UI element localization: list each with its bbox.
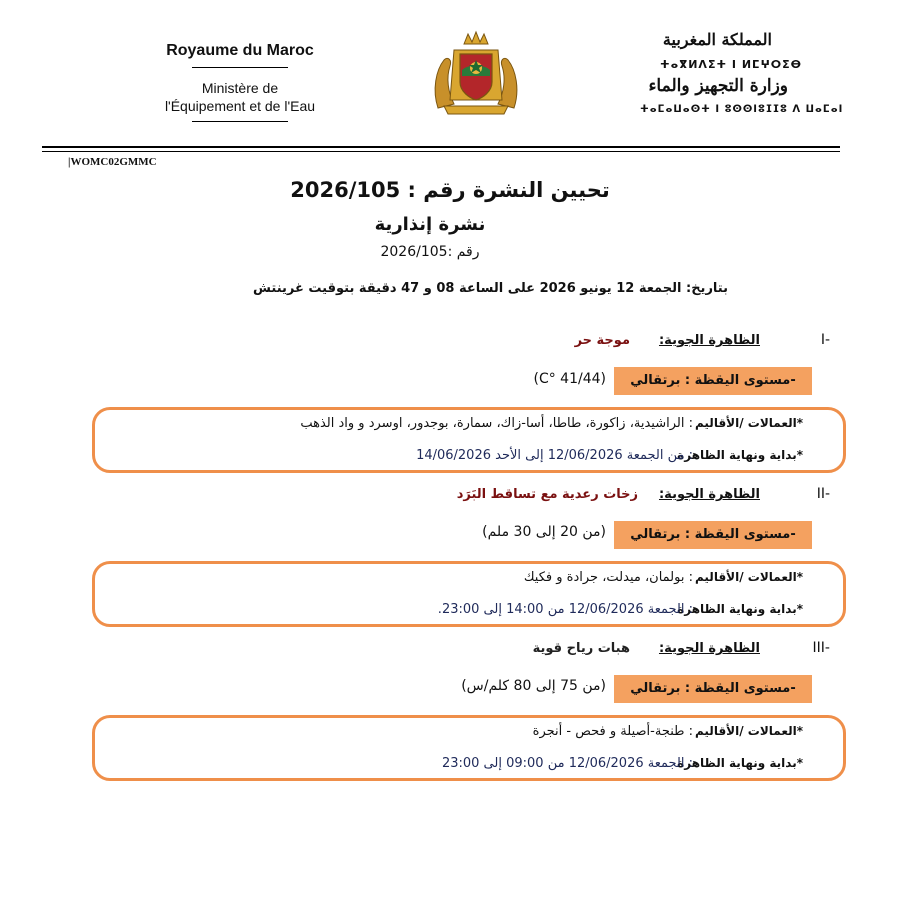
section-3-regions-label: *العمالات /الأقاليم bbox=[695, 724, 803, 738]
header-rule-thin bbox=[42, 151, 840, 152]
section-1-intensity: (41/44 °C) bbox=[533, 371, 606, 387]
section-1-numeral: I- bbox=[820, 332, 830, 348]
fr-divider-bottom bbox=[192, 121, 288, 122]
coat-of-arms-emblem bbox=[430, 30, 522, 118]
section-2-regions-label: *العمالات /الأقاليم bbox=[695, 570, 803, 584]
section-1-phenomenon: موجة حر bbox=[574, 333, 630, 348]
section-2-phenomenon: زخات رعدية مع تساقط البَرَد bbox=[456, 487, 638, 502]
section-2-numeral: II- bbox=[816, 486, 830, 502]
section-1-regions: : الراشيدية، زاكورة، طاطا، أسا-زاك، سمارة، بوجدور، اوسرد و واد الذهب bbox=[300, 416, 693, 431]
section-1-period: : من الجمعة 12/06/2026 إلى الأحد 14/06/2026 bbox=[416, 448, 693, 463]
section-1-alert-level: -مستوى اليقظة : برتقالي bbox=[614, 367, 812, 395]
document-code: |WOMC02GMMC bbox=[68, 156, 157, 168]
section-1-period-label: *بداية ونهاية الظاهرة bbox=[677, 448, 803, 462]
section-1-phenomenon-label: الظاهرة الجوية: bbox=[658, 333, 760, 348]
section-2-regions: : بولمان، ميدلت، جرادة و فكيك bbox=[523, 570, 693, 585]
section-2-details-box bbox=[92, 561, 846, 627]
section-3-alert-level: -مستوى اليقظة : برتقالي bbox=[614, 675, 812, 703]
section-3-period-label: *بداية ونهاية الظاهرة bbox=[677, 756, 803, 770]
tifinagh-kingdom-title: ⵜⴰⴳⵍⴷⵉⵜ ⵏ ⵍⵎⵖⵔⵉⴱ bbox=[660, 58, 803, 71]
section-3-intensity: (من 75 إلى 80 كلم/س) bbox=[461, 678, 606, 694]
fr-divider bbox=[192, 67, 288, 68]
section-3-phenomenon-label: الظاهرة الجوية: bbox=[658, 641, 760, 656]
section-3-regions: : طنجة-أصيلة و فحص - أنجرة bbox=[532, 724, 693, 739]
section-2-phenomenon-label: الظاهرة الجوية: bbox=[658, 487, 760, 502]
section-2-period-label: *بداية ونهاية الظاهرة bbox=[677, 602, 803, 616]
fr-ministry-line-1: Ministère de bbox=[201, 80, 279, 96]
alert-bulletin-title: نشرة إنذارية bbox=[374, 214, 486, 235]
section-2-period: : الجمعة 12/06/2026 من 14:00 إلى 23:00. bbox=[437, 602, 693, 617]
ar-ministry-title: وزارة التجهيز والماء bbox=[648, 76, 788, 96]
fr-ministry-line-2: l'Équipement et de l'Eau bbox=[164, 98, 316, 114]
section-3-period: : الجمعة 12/06/2026 من 09:00 إلى 23:00 bbox=[441, 756, 693, 771]
section-3-details-box bbox=[92, 715, 846, 781]
section-2-alert-level: -مستوى اليقظة : برتقالي bbox=[614, 521, 812, 549]
tifinagh-ministry-title: ⵜⴰⵎⴰⵡⴰⵙⵜ ⵏ ⵓⵙⵙⵏⵓⵊⵊⵓ ⴷ ⵡⴰⵎⴰⵏ bbox=[640, 104, 844, 115]
ar-kingdom-title: المملكة المغربية bbox=[662, 30, 772, 49]
section-3-numeral: III- bbox=[812, 640, 830, 656]
section-1-details-box bbox=[92, 407, 846, 473]
fr-kingdom-title: Royaume du Maroc bbox=[166, 42, 314, 59]
issue-date: بتاريخ: الجمعة 12 يونيو 2026 على الساعة 08 و 47 دقيقة بتوقيت غرينتش bbox=[253, 281, 728, 296]
section-3-phenomenon: هبات رياح قوية bbox=[532, 641, 630, 656]
bulletin-update-title: تحيين النشرة رقم : 2026/105 bbox=[290, 178, 610, 202]
header-rule-thick bbox=[42, 146, 840, 148]
section-1-regions-label: *العمالات /الأقاليم bbox=[695, 416, 803, 430]
bulletin-number: رقم :2026/105 bbox=[380, 244, 480, 260]
section-2-intensity: (من 20 إلى 30 ملم) bbox=[482, 524, 606, 540]
